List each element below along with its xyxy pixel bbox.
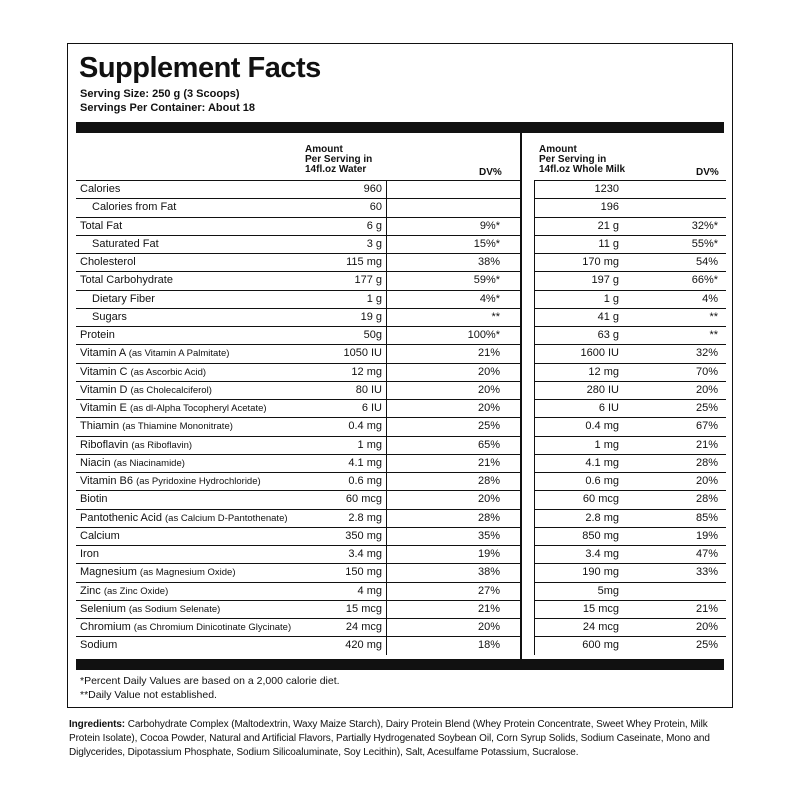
nutrient-name [80, 454, 185, 472]
water-dv: 19% [477, 548, 500, 560]
water-dv: 27% [477, 584, 500, 597]
water-amount: 150 mg [345, 566, 382, 579]
water-amount: 50g [363, 329, 382, 341]
water-amount: 1050 IU [343, 347, 382, 360]
row-rule [76, 545, 386, 546]
milk-amount: 24 mcg [582, 621, 619, 633]
nutrient-label: Vitamin C [80, 365, 128, 378]
ingredients-label: Ingredients: [69, 719, 126, 730]
nutrient-name [80, 381, 212, 399]
nutrient-label: Sugars [92, 310, 127, 323]
water-amount: 6 g [366, 219, 382, 232]
water-dv: 65% [477, 438, 500, 451]
nutrient-label: Thiamin [80, 420, 120, 433]
nutrient-source: (as Cholecalciferol) [130, 384, 212, 396]
nutrient-name [92, 235, 159, 253]
nutrient-label: Zinc [80, 584, 101, 597]
milk-dv: 20% [695, 621, 718, 633]
milk-dv: 47% [695, 548, 718, 560]
milk-amount: 5mg [597, 584, 619, 597]
nutrient-source: (as Niacinamide) [113, 457, 185, 469]
row-rule [76, 217, 386, 218]
milk-amount: 3.4 mg [585, 548, 619, 560]
milk-amount: 190 mg [582, 566, 619, 579]
milk-amount: 12 mg [588, 365, 619, 378]
row-rule [76, 527, 386, 528]
milk-amount-separator [534, 180, 535, 655]
water-dv: 28% [477, 475, 500, 487]
milk-dv: 20% [695, 475, 718, 487]
milk-amount: 197 g [591, 274, 619, 287]
nutrient-name [80, 563, 235, 581]
water-dv: 21% [477, 456, 500, 469]
milk-dv: 25% [695, 402, 718, 414]
water-amount: 24 mcg [345, 621, 382, 633]
nutrient-name [80, 636, 117, 654]
nutrient-label: Vitamin D [80, 383, 128, 396]
milk-amount: 0.4 mg [585, 420, 619, 433]
servings-per-container: Servings Per Container: About 18 [80, 102, 256, 114]
water-amount: 15 mcg [345, 602, 382, 615]
water-amount: 60 [369, 201, 382, 214]
nutrient-label: Saturated Fat [92, 237, 159, 250]
nutrient-label: Pantothenic Acid [80, 511, 162, 524]
nutrient-label: Niacin [80, 456, 111, 469]
milk-dv: 55%* [691, 237, 718, 250]
milk-amount: 1230 [594, 183, 619, 195]
ingredients-text: Carbohydrate Complex (Maltodextrin, Waxy Maize Starch), Dairy Protein Blend (Whey Protein Concentrate, Sweet Whey Protein, Milk Protein Isolate), Cocoa Powder, Natural and Artificial Flavors, Partially Hydrogenated Soybean Oil, Corn Syrup Solids, Sodium Caseinate, Mono and Diglycerides, Dipotassium Phosphate, Sodium Silicoaluminate, Soy Lecithin), Salt, Acesulfame Potassium, Sucralose. [69, 719, 710, 758]
water-dv: 15%* [473, 237, 500, 250]
water-dv: 20% [477, 493, 500, 506]
milk-amount: 63 g [597, 329, 619, 341]
nutrient-source: (as Sodium Selenate) [128, 603, 221, 615]
water-column-header: Amount Per Serving in 14fl.oz Water [305, 144, 373, 175]
milk-amount: 60 mcg [582, 493, 619, 506]
nutrient-name [80, 253, 136, 271]
milk-dv: 67% [695, 420, 718, 433]
ingredients-statement [69, 718, 734, 760]
milk-amount: 850 mg [582, 529, 619, 542]
milk-amount: 11 g [598, 237, 619, 250]
nutrient-label: Vitamin A [80, 347, 126, 360]
milk-dv: 4% [702, 292, 718, 305]
milk-amount: 0.6 mg [585, 475, 619, 487]
nutrient-source: (as Riboflavin) [131, 439, 193, 451]
milk-amount: 600 mg [582, 639, 619, 652]
nutrient-name [80, 344, 229, 362]
water-dv-header: DV% [479, 167, 502, 178]
milk-dv: 28% [695, 456, 718, 469]
milk-dv: ** [709, 310, 718, 323]
water-dv: 59%* [473, 274, 500, 287]
nutrient-label: Iron [80, 548, 99, 560]
milk-dv: 66%* [691, 274, 718, 287]
row-rule [386, 180, 520, 181]
milk-dv: 28% [695, 493, 718, 506]
water-amount: 1 mg [357, 438, 382, 451]
nutrient-name [80, 417, 233, 435]
column-divider [520, 122, 522, 659]
milk-column-header: Amount Per Serving in 14fl.oz Whole Milk [539, 144, 626, 175]
water-amount: 115 mg [346, 256, 382, 268]
nutrient-name [80, 509, 288, 527]
milk-dv: 21% [695, 438, 718, 451]
row-rule [386, 198, 520, 199]
water-amount: 3 g [366, 237, 382, 250]
nutrient-name [80, 490, 108, 508]
milk-dv: 32% [695, 347, 718, 360]
water-amount: 3.4 mg [348, 548, 382, 560]
water-dv: 25% [477, 420, 500, 433]
milk-amount: 196 [600, 201, 619, 214]
water-dv: 21% [477, 602, 500, 615]
nutrient-label: Vitamin E [80, 402, 127, 414]
nutrient-source: (as Calcium D-Pantothenate) [165, 512, 288, 524]
nutrient-source: (as Ascorbic Acid) [130, 366, 207, 378]
milk-amount: 41 g [597, 310, 619, 323]
water-dv: 35% [477, 529, 500, 542]
water-dv: 4%* [479, 292, 500, 305]
milk-amount: 15 mcg [582, 602, 619, 615]
footnote-dv-not-established: **Daily Value not established. [80, 689, 217, 701]
milk-dv: 20% [695, 383, 718, 396]
nutrient-label: Calories [80, 183, 121, 195]
water-dv: ** [491, 310, 500, 323]
water-dv: 100%* [467, 329, 500, 341]
row-rule [534, 198, 726, 199]
panel-title: Supplement Facts [79, 52, 321, 84]
nutrient-source: (as Magnesium Oxide) [139, 567, 236, 579]
nutrient-label: Total Fat [80, 219, 123, 232]
supplement-facts-panel [67, 43, 733, 708]
water-amount: 4.1 mg [348, 456, 382, 469]
water-dv: 20% [477, 621, 500, 633]
nutrient-name [80, 472, 261, 490]
nutrient-label: Riboflavin [80, 438, 129, 451]
amount-column-separator [386, 180, 387, 655]
water-dv: 20% [477, 383, 500, 396]
water-amount: 2.8 mg [348, 511, 382, 524]
nutrient-name [80, 600, 220, 618]
nutrient-label: Chromium [80, 621, 131, 633]
row-rule [534, 180, 726, 181]
row-rule [76, 490, 386, 491]
nutrient-source: (as Vitamin A Palmitate) [128, 348, 230, 360]
nutrient-label: Sodium [80, 639, 118, 652]
nutrient-label: Selenium [80, 602, 126, 615]
water-amount: 0.6 mg [348, 475, 382, 487]
water-dv: 38% [477, 256, 500, 268]
top-thick-rule [76, 122, 724, 133]
nutrient-label: Protein [80, 329, 115, 341]
milk-dv: 21% [695, 602, 718, 615]
milk-dv: ** [709, 329, 718, 341]
serving-size: Serving Size: 250 g (3 Scoops) [80, 88, 240, 100]
nutrient-name [80, 217, 122, 235]
water-amount: 6 IU [361, 402, 382, 414]
milk-amount: 1 g [603, 292, 619, 305]
nutrient-label: Calories from Fat [92, 201, 177, 214]
nutrient-label: Dietary Fiber [92, 292, 155, 305]
water-dv: 38% [477, 566, 500, 579]
row-rule [534, 326, 726, 327]
water-amount: 1 g [366, 292, 382, 305]
nutrient-name [80, 618, 291, 636]
water-dv: 18% [477, 639, 500, 652]
water-dv: 20% [477, 402, 500, 414]
nutrient-name [80, 582, 168, 600]
nutrient-name [80, 527, 120, 545]
footnote-percent-dv: *Percent Daily Values are based on a 2,000 calorie diet. [80, 675, 340, 687]
milk-amount: 21 g [597, 219, 619, 232]
row-rule [76, 326, 386, 327]
nutrient-name [92, 308, 127, 326]
nutrient-name [92, 290, 155, 308]
nutrient-label: Magnesium [80, 566, 137, 579]
milk-dv: 70% [695, 365, 718, 378]
water-amount: 0.4 mg [348, 420, 382, 433]
nutrient-label: Cholesterol [80, 256, 136, 268]
water-amount: 177 g [354, 274, 382, 287]
milk-amount: 1 mg [594, 438, 619, 451]
water-amount: 19 g [360, 310, 382, 323]
nutrient-label: Biotin [80, 493, 108, 506]
nutrient-name [80, 326, 115, 344]
water-amount: 4 mg [357, 584, 382, 597]
bottom-thick-rule [76, 659, 724, 670]
row-rule [534, 308, 726, 309]
nutrient-name [80, 180, 120, 198]
water-dv: 20% [477, 365, 500, 378]
nutrient-label: Vitamin B6 [80, 475, 133, 487]
nutrient-label: Calcium [80, 529, 120, 542]
water-dv: 28% [477, 511, 500, 524]
nutrient-source: (as Pyridoxine Hydrochloride) [136, 476, 261, 487]
nutrient-name [80, 545, 99, 563]
water-amount: 350 mg [345, 529, 382, 542]
water-amount: 80 IU [355, 383, 382, 396]
milk-dv: 32%* [691, 219, 718, 232]
milk-amount: 6 IU [598, 402, 619, 414]
milk-amount: 170 mg [582, 256, 619, 268]
milk-dv: 25% [695, 639, 718, 652]
row-rule [534, 582, 726, 583]
water-amount: 420 mg [345, 639, 382, 652]
nutrient-source: (as Chromium Dinicotinate Glycinate) [133, 622, 292, 633]
row-rule [76, 180, 386, 181]
milk-amount: 1600 IU [580, 347, 619, 360]
milk-dv: 33% [695, 566, 718, 579]
nutrient-source: (as dl-Alpha Tocopheryl Acetate) [129, 403, 267, 414]
water-amount: 60 mcg [345, 493, 382, 506]
water-dv: 9%* [479, 219, 500, 232]
milk-amount: 4.1 mg [585, 456, 619, 469]
nutrient-name [80, 399, 267, 417]
water-amount: 960 [363, 183, 382, 195]
water-dv: 21% [477, 347, 500, 360]
milk-amount: 280 IU [586, 383, 619, 396]
nutrient-name [80, 436, 192, 454]
nutrient-name [80, 363, 206, 381]
nutrient-name [80, 271, 173, 289]
water-amount: 12 mg [351, 365, 382, 378]
nutrient-source: (as Zinc Oxide) [103, 585, 169, 597]
milk-dv: 54% [695, 256, 718, 268]
milk-amount: 2.8 mg [585, 511, 619, 524]
row-rule [76, 636, 386, 637]
row-rule [534, 290, 726, 291]
nutrient-label: Total Carbohydrate [80, 274, 173, 287]
nutrient-name [92, 198, 176, 216]
milk-dv: 19% [695, 529, 718, 542]
milk-dv-header: DV% [696, 167, 719, 178]
nutrient-source: (as Thiamine Mononitrate) [122, 421, 233, 433]
milk-dv: 85% [695, 511, 718, 524]
